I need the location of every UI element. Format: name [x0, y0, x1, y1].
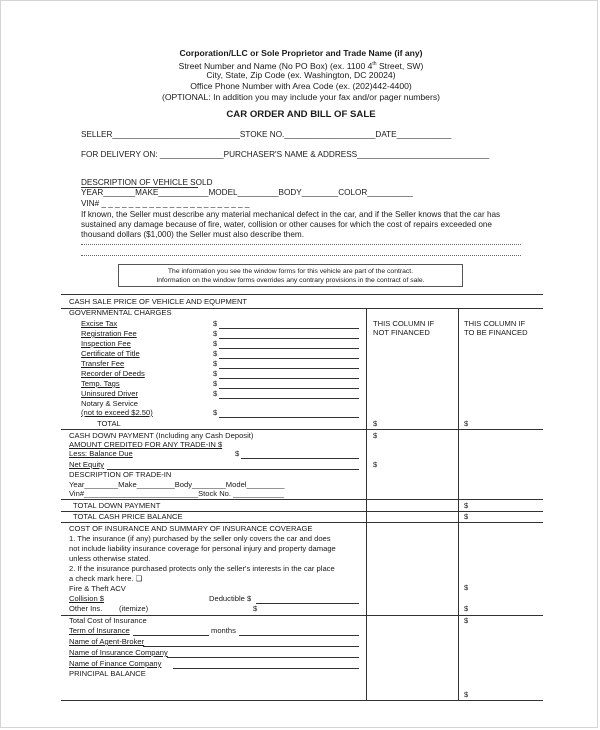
- total-label: TOTAL: [97, 419, 121, 428]
- amount-line[interactable]: [219, 338, 359, 339]
- total-insurance-label: Total Cost of Insurance: [69, 616, 147, 625]
- currency-sign: $: [235, 449, 240, 458]
- certificate-title-label: Certificate of Title: [81, 349, 140, 358]
- currency-sign: $: [213, 329, 218, 338]
- amount-line[interactable]: [241, 458, 359, 459]
- transfer-fee-label: Transfer Fee: [81, 359, 125, 368]
- office-phone: Office Phone Number with Area Code (ex. (202)442-4400): [190, 81, 412, 91]
- street-text-end: Street, SW): [376, 60, 424, 71]
- dotted-line: [81, 244, 521, 245]
- gov-charges-label: GOVERNMENTAL CHARGES: [69, 308, 172, 317]
- net-equity-label: Net Equity: [69, 460, 105, 469]
- inspection-fee-label: Inspection Fee: [81, 339, 131, 348]
- trade-in-label: DESCRIPTION OF TRADE-IN: [69, 470, 172, 479]
- notary-label: Notary & Service: [81, 399, 138, 408]
- currency-sign: $: [213, 389, 218, 398]
- currency-sign: $: [213, 349, 218, 358]
- amount-line[interactable]: [219, 358, 359, 359]
- total-down-label: TOTAL DOWN PAYMENT: [73, 501, 161, 510]
- amount-line[interactable]: [219, 388, 359, 389]
- months-label: months: [211, 626, 236, 635]
- financed-header: THIS COLUMN IF: [464, 319, 526, 328]
- optional-note: (OPTIONAL: In addition you may include your fax and/or pager numbers): [161, 92, 440, 102]
- amount-credited-label: AMOUNT CREDITED FOR ANY TRADE-IN $: [69, 440, 223, 449]
- recorder-deeds-label: Recorder of Deeds: [81, 369, 145, 378]
- insurance-company-label: Name of Insurance Company: [69, 648, 168, 657]
- currency-sign: $: [213, 369, 218, 378]
- currency-sign: $: [213, 408, 218, 417]
- company-name: Corporation/LLC or Sole Proprietor and Trade Name (if any): [179, 48, 423, 58]
- deductible-label: Deductible $: [209, 594, 252, 603]
- row-border: [61, 700, 543, 701]
- row-border: [61, 522, 543, 523]
- col-dollar[interactable]: $: [464, 616, 469, 625]
- uninsured-driver-label: Uninsured Driver: [81, 389, 138, 398]
- total-cash-label: TOTAL CASH PRICE BALANCE: [73, 512, 183, 521]
- column-divider: [366, 308, 367, 700]
- currency-sign: $: [213, 319, 218, 328]
- col-dollar[interactable]: $: [373, 460, 378, 469]
- street-sup: th: [372, 61, 377, 67]
- less-balance-label: Less: Balance Due: [69, 449, 133, 458]
- not-financed-header: THIS COLUMN IF: [373, 319, 435, 328]
- city-state-zip: City, State, Zip Code (ex. Washington, DC 20024): [206, 70, 396, 80]
- vehicle-description-field[interactable]: YEAR_______MAKE___________MODEL_________BODY________COLOR__________: [81, 188, 413, 197]
- seller-field[interactable]: SELLER____________________________STOKE NO.____________________DATE____________: [81, 130, 452, 139]
- other-ins-label: Other Ins.: [69, 604, 103, 613]
- disclosure-text: sustained any damage because of fire, water, collision or other causes for which the cost of repairs exceeded one: [81, 220, 492, 229]
- amount-line[interactable]: [219, 368, 359, 369]
- notice-line: Information on the window forms overrides any contrary provisions in the contract of sale.: [156, 277, 425, 284]
- col-dollar[interactable]: $: [464, 419, 469, 428]
- not-financed-header: NOT FINANCED: [373, 328, 430, 337]
- fin-company-line[interactable]: [173, 668, 359, 669]
- amount-line[interactable]: [219, 378, 359, 379]
- excise-tax-label: Excise Tax: [81, 319, 118, 328]
- amount-line[interactable]: [219, 348, 359, 349]
- delivery-field[interactable]: FOR DELIVERY ON: ______________PURCHASER'S NAME & ADDRESS_____________________________: [81, 150, 490, 159]
- term-label: Term of Insurance: [69, 626, 130, 635]
- col-dollar[interactable]: $: [373, 431, 378, 440]
- term-line[interactable]: [133, 635, 209, 636]
- financed-header: TO BE FINANCED: [464, 328, 528, 337]
- insurance-header: COST OF INSURANCE AND SUMMARY OF INSURANCE COVERAGE: [69, 524, 313, 533]
- trade-in-details-field[interactable]: Year________Make_________Body________Model_________: [69, 480, 285, 489]
- checkbox-text[interactable]: a check mark here. ❏: [69, 574, 143, 583]
- ins-company-line[interactable]: [167, 657, 359, 658]
- cash-down-label: CASH DOWN PAYMENT (Including any Cash Deposit): [69, 431, 254, 440]
- insurance-text: not include liability insurance coverage for personal injury and property damage: [69, 544, 336, 553]
- col-dollar[interactable]: $: [464, 512, 469, 521]
- itemize-label: (itemize): [119, 604, 149, 613]
- col-dollar[interactable]: $: [464, 604, 469, 613]
- currency-sign: $: [213, 379, 218, 388]
- finance-company-label: Name of Finance Company: [69, 659, 162, 668]
- vehicle-description-label: DESCRIPTION OF VEHICLE SOLD: [81, 178, 213, 187]
- column-divider: [458, 308, 459, 700]
- registration-fee-label: Registration Fee: [81, 329, 137, 338]
- collision-label: Collision $: [69, 594, 105, 603]
- amount-line[interactable]: [256, 603, 359, 604]
- disclosure-text: If known, the Seller must describe any material mechanical defect in the car, and if the Seller knows that the car has: [81, 210, 501, 219]
- contract-notice-box: [118, 264, 463, 287]
- document-title: CAR ORDER AND BILL OF SALE: [226, 109, 376, 120]
- table-border: [61, 294, 543, 295]
- agent-line[interactable]: [143, 646, 359, 647]
- street-text: Street Number and Name (No PO Box) (ex. 1100 4: [178, 60, 373, 71]
- insurance-text: 1. The insurance (if any) purchased by the seller only covers the car and does: [69, 534, 331, 543]
- currency-sign: $: [213, 359, 218, 368]
- temp-tags-label: Temp. Tags: [81, 379, 120, 388]
- col-dollar[interactable]: $: [464, 583, 469, 592]
- dotted-line: [81, 255, 521, 256]
- agent-label: Name of Agent-Broker: [69, 637, 145, 646]
- col-dollar[interactable]: $: [373, 419, 378, 428]
- fire-theft-label: Fire & Theft ACV: [69, 584, 126, 593]
- vin-field[interactable]: VIN# _ _ _ _ _ _ _ _ _ _ _ _ _ _ _ _ _ _ _ _ _ _: [81, 199, 250, 208]
- currency-sign: $: [213, 339, 218, 348]
- disclosure-text: thousand dollars ($1,000) the Seller must also describe them.: [81, 230, 305, 239]
- amount-line[interactable]: [219, 417, 359, 418]
- row-border: [61, 499, 543, 500]
- term-line[interactable]: [239, 635, 359, 636]
- notice-line: The information you see the window forms for this vehicle are part of the contract.: [167, 268, 414, 275]
- amount-line[interactable]: [219, 328, 359, 329]
- currency-sign: $: [253, 604, 258, 613]
- cash-sale-label: CASH SALE PRICE OF VEHICLE AND EQUPMENT: [69, 297, 248, 306]
- amount-line[interactable]: [219, 398, 359, 399]
- col-dollar[interactable]: $: [464, 501, 469, 510]
- row-border: [61, 429, 543, 430]
- insurance-text: unless otherwise stated.: [69, 554, 151, 563]
- notary-limit-label: (not to exceed $2.50): [81, 408, 153, 417]
- principal-balance-label: PRINCIPAL BALANCE: [69, 669, 146, 678]
- trade-in-vin-field[interactable]: Vin#___________________________Stock No. ____________: [69, 489, 284, 498]
- insurance-text: 2. If the insurance purchased protects only the seller's interests in the car place: [69, 564, 335, 573]
- col-dollar[interactable]: $: [464, 690, 469, 699]
